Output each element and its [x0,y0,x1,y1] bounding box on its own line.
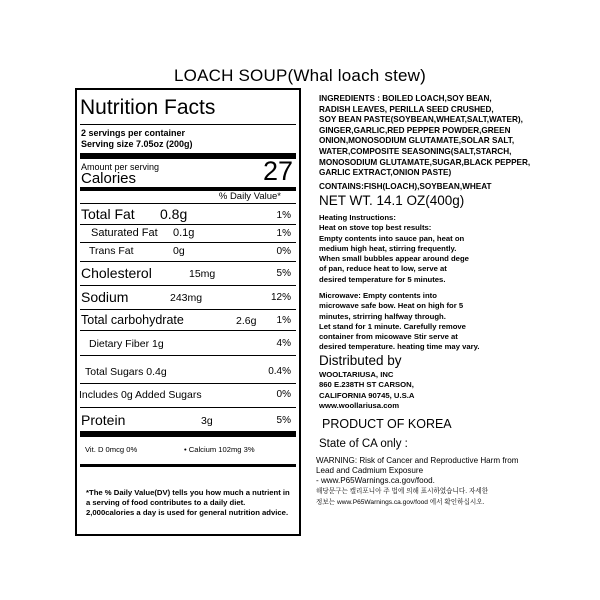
added-sugars-label: Includes 0g Added Sugars [79,389,202,401]
microwave-instructions: Microwave: Empty contents into microwave safe bow. Heat on high for 5 minutes, strirring halfway through. Let stand for 1 minute. Carefully remove container from micowave Stir serve at desired temperature. heating time may vary. [319,291,480,352]
divider [80,330,296,331]
divider [80,124,296,125]
cholesterol-amount: 15mg [189,268,216,280]
divider [80,285,296,286]
state-ca-label: State of CA only : [319,438,408,450]
divider [80,355,296,356]
sodium-label: Sodium [81,289,129,305]
ingredients-line: GARLIC EXTRACT,ONION PASTE) [319,168,452,178]
protein-amount: 3g [201,415,213,427]
divider [80,309,296,310]
divider [80,383,296,384]
divider [80,407,296,408]
nutrition-heading: Nutrition Facts [80,96,216,119]
calories-value: 27 [262,156,293,186]
daily-value-header: % Daily Value* [218,191,281,202]
saturated-fat-label: Saturated Fat [91,227,158,239]
saturated-fat-dv: 1% [276,228,291,239]
dietary-fiber-dv: 4% [276,338,291,349]
total-fat-dv: 1% [276,210,291,221]
trans-fat-dv: 0% [276,246,291,257]
added-sugars-dv: 0% [276,389,291,400]
allergens: CONTAINS:FISH(LOACH),SOYBEAN,WHEAT [319,182,492,191]
ingredients-line: RADISH LEAVES, PERILLA SEED CRUSHED, [319,104,494,114]
distributor-website: www.woollariusa.com [319,400,400,410]
calcium: • Calcium 102mg 3% [184,445,255,454]
sodium-dv: 12% [270,292,291,303]
total-sugars-label: Total Sugars 0.4g [85,366,167,378]
korean-warning-line: 정보는 www.P65Warnings.ca.gov/food 에서 확인하십시오. [316,498,485,506]
cholesterol-dv: 5% [276,268,291,279]
distributor-address: CALIFORNIA 90745, U.S.A [319,390,415,400]
thick-bar [80,464,296,467]
distributor-address: 860 E.238TH ST CARSON, [319,380,414,390]
dietary-fiber-label: Dietary Fiber 1g [89,338,164,350]
saturated-fat-amount: 0.1g [173,227,195,239]
product-title: LOACH SOUP(Whal loach stew) [174,66,426,85]
ingredients [319,94,530,179]
protein-dv: 5% [276,415,291,426]
net-weight: NET WT. 14.1 OZ(400g) [319,193,465,208]
ingredients-line: WATER,COMPOSITE SEASONING(SALT,STARCH, [319,146,512,156]
ingredients-line: SOY BEAN PASTE(SOYBEAN,WHEAT,SALT,WATER), [319,115,523,125]
korean-warning-line: 해당문구는 캘리포니아 주 법에 의해 표시하였습니다. 자세한 [316,488,489,495]
total-fat-label: Total Fat [81,206,135,222]
trans-fat-label: Trans Fat [89,245,134,257]
distributor-heading: Distributed by [319,353,402,368]
ingredients-line: ONION,MONOSODIUM GLUTAMATE,SOLAR SALT, [319,136,515,146]
ingredients-line: INGREDIENTS : BOILED LOACH,SOY BEAN, [319,94,492,103]
cholesterol-label: Cholesterol [81,265,152,281]
vitamin-d: Vit. D 0mcg 0% [85,445,138,454]
nutrition-facts-panel [75,88,301,536]
total-sugars-dv: 0.4% [268,366,291,377]
amount-per-serving: Amount per serving [81,162,160,172]
heating-instructions: Heating Instructions: Heat on stove top best results: Empty contents into sauce pan, heat on medium high heat, stirring frequently. When small bubbles appear around dege of pan, reduce heat to low, serve at desired temperature for 5 minutes. [319,213,469,284]
total-carbohydrate-amount: 2.6g [236,315,257,327]
servings-per-container: 2 servings per container [81,128,186,138]
distributor-name: WOOLTARIUSA, INC [319,370,394,379]
distributor-info [319,370,414,411]
korean-warning [316,487,488,508]
divider [80,224,296,225]
prop65-warning: WARNING: Risk of Cancer and Reproductive Harm from Lead and Cadmium Exposure - www.P65Warnings.ca.gov/food. [316,456,519,486]
daily-value-footnote: *The % Daily Value(DV) tells you how much a nutrient in a serving of food contributes to a daily diet. 2,000calories a day is used for general nutrition advice. [86,488,290,517]
ingredients-line: GINGER,GARLIC,RED PEPPER POWDER,GREEN [319,125,511,135]
divider [80,242,296,243]
total-carbohydrate-label: Total carbohydrate [81,313,184,327]
sodium-amount: 243mg [170,292,203,304]
trans-fat-amount: 0g [173,245,185,257]
protein-label: Protein [81,412,126,428]
calories-label: Calories [81,170,137,187]
total-carbohydrate-dv: 1% [276,315,291,326]
divider [80,261,296,262]
ingredients-line: MONOSODIUM GLUTAMATE,SUGAR,BLACK PEPPER, [319,157,531,167]
divider [80,203,296,204]
country-of-origin: PRODUCT OF KOREA [322,417,452,431]
thick-bar [80,431,296,437]
serving-size: Serving size 7.05oz (200g) [81,139,193,149]
total-fat-amount: 0.8g [160,206,188,222]
